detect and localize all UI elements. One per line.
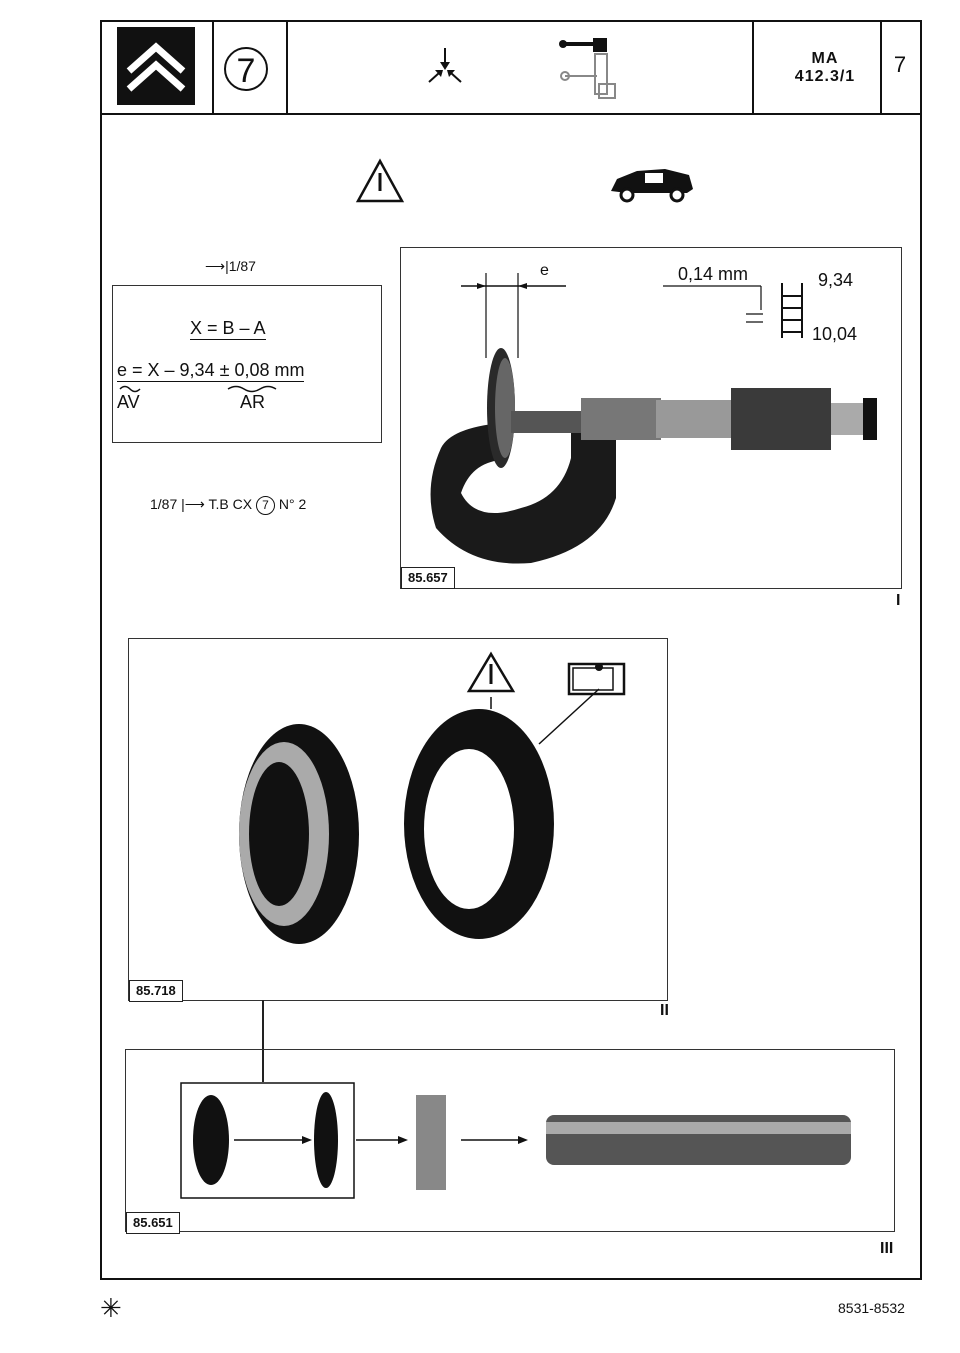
page-number: 7 [893,52,907,77]
figure-tag: 85.651 [126,1212,180,1234]
label-1004: 10,04 [812,324,858,344]
header-separator [752,20,754,115]
footer-code: 8531-8532 [838,1300,905,1316]
label-934: 9,34 [818,270,854,290]
figure-tag: 85.657 [401,567,455,589]
formula-line2: e = X – 9,34 ± 0,08 mm [117,360,305,380]
figure-roman: II [660,1002,669,1019]
figure-seals [128,638,668,1001]
figure-tag: 85.718 [129,980,183,1002]
bar-arrow-icon: |⟶ [181,496,205,512]
seals-image [129,639,666,999]
car-icon [607,165,697,205]
date-from-label: ⟶|1/87 [205,258,256,274]
figure-assembly [125,1049,895,1232]
steering-linkage-icon [555,32,625,102]
formula-line1: X = B – A [190,318,266,338]
reference-note: 1/87 |⟶ T.B CX 7 N° 2 [150,496,306,515]
header-divider [100,113,922,115]
figure-roman: I [896,592,901,609]
figure-micrometer [400,247,902,589]
warning-icon [355,158,405,204]
asterisk-mark: ✳ [100,1293,122,1323]
assembly-image [126,1050,893,1230]
label-ar: AR [240,392,266,412]
citroen-logo [117,27,195,105]
label-014mm: 0,14 mm [678,264,749,284]
micrometer-image [401,248,900,587]
header-separator [212,20,214,115]
label-av: AV [117,392,140,412]
figure-roman: III [880,1240,894,1257]
doc-code: MA 412.3/1 [794,50,856,85]
circle-number: 7 [224,47,268,91]
header-separator [286,20,288,115]
label-e: e [540,262,549,279]
assembly-arrows-icon [415,46,475,86]
arrow-right-bar-icon: ⟶| [205,258,229,274]
